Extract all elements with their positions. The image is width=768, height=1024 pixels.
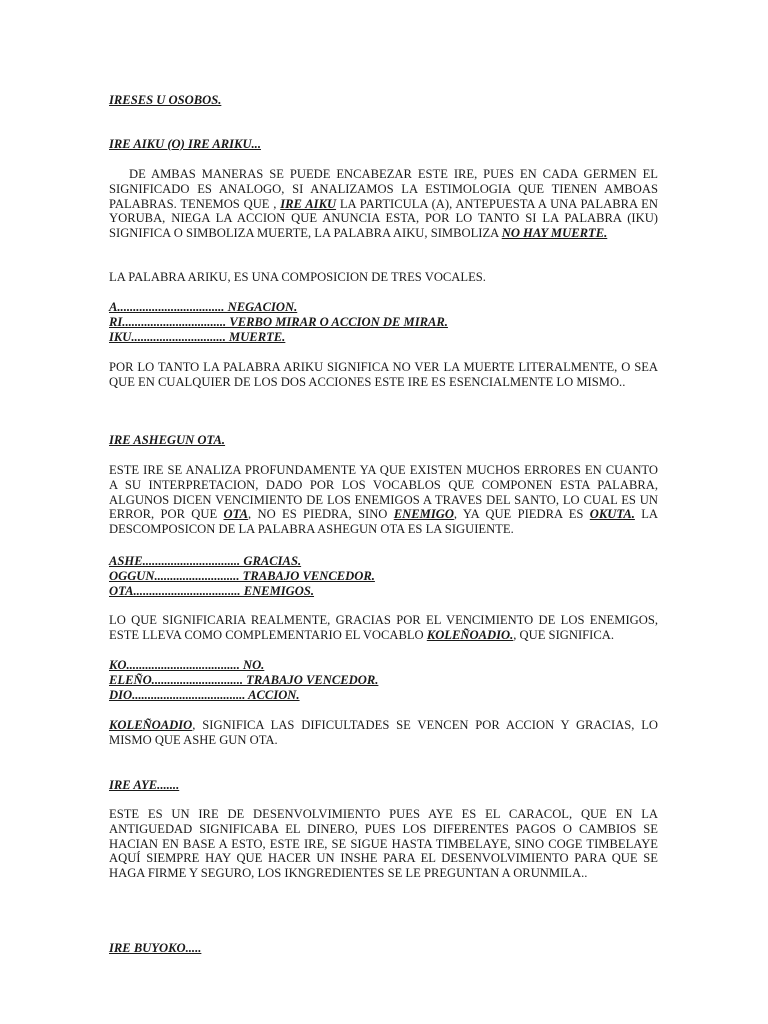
- definitions-kolenoadio: [109, 658, 658, 702]
- definition-a: A.................................. NEGACION.: [109, 300, 298, 314]
- definition-iku: IKU.............................. MUERTE.: [109, 329, 286, 344]
- heading-ire-ashegun-ota: IRE ASHEGUN OTA.: [109, 433, 226, 447]
- heading-ire-aiku: IRE AIKU (O) IRE ARIKU...: [109, 137, 261, 151]
- term-kolenoadio: KOLEÑOADIO: [109, 718, 193, 732]
- paragraph-text: , NO ES PIEDRA, SINO: [248, 507, 394, 522]
- paragraph-text: DE AMBAS MANERAS SE PUEDE ENCABEZAR ESTE IRE, PUES EN CADA GERMEN EL SIGNIFICADO ES ANALOGO, SI ANALIZAMOS LA ESTIMOLOGIA QUE TIENEN AMBOAS PALABRAS. TENEMOS QUE ,: [109, 167, 658, 211]
- paragraph-ariku: LA PALABRA ARIKU, ES UNA COMPOSICION DE TRES VOCALES.: [109, 270, 486, 284]
- paragraph-text: LA PARTICULA (A), ANTEPUESTA A UNA PALABRA EN YORUBA, NIEGA LA ACCION QUE ANUNCIA ESTA, POR LO TANTO SI LA PALABRA (IKU) SIGNIFICA O SIMBOLIZA MUERTE, LA PALABRA AIKU, SIMBOLIZA: [109, 196, 658, 241]
- heading-ire-buyoko: IRE BUYOKO.....: [109, 941, 202, 955]
- definition-eleno: ELEÑO............................. TRABAJO VENCEDOR.: [109, 672, 379, 687]
- term-no-hay-muerte: NO HAY MUERTE.: [501, 226, 608, 241]
- heading-ire-aye: IRE AYE.......: [109, 778, 180, 792]
- heading-ireses: IRESES U OSOBOS.: [109, 93, 222, 107]
- term-enemigo: ENEMIGO: [393, 507, 454, 522]
- definition-ashe: ASHE............................... GRACIAS.: [109, 554, 302, 568]
- paragraph-text: , SIGNIFICA LAS DIFICULTADES SE VENCEN POR ACCION Y GRACIAS, LO MISMO QUE ASHE GUN OTA.: [109, 718, 658, 747]
- paragraph-ashegun: [109, 463, 658, 537]
- term-kolenoadio: KOLEÑOADIO.: [426, 627, 514, 642]
- paragraph-aye: ESTE ES UN IRE DE DESENVOLVIMIENTO PUES AYE ES EL CARACOL, QUE EN LA ANTIGUEDAD SIGNIFICABA EL DINERO, PUES LOS DIFERENTES PAGOS O CAMBIOS SE HACIAN EN BASE A ESTO, ESTE IRE, SE SIGUE HASTA TIMBELAYE, SINO COGE TIMBELAYE AQUÍ SIEMPRE HAY QUE HACER UN INSHE PARA EL DESENVOLVIMIENTO PARA QUE SE HAGA FIRME Y SEGURO, LOS IKNGREDIENTES SE LE PREGUNTAN A ORUNMILA..: [109, 807, 658, 881]
- paragraph-text: , YA QUE PIEDRA ES: [453, 507, 590, 522]
- term-okuta: OKUTA.: [589, 507, 635, 522]
- term-ota: OTA: [223, 507, 249, 522]
- paragraph-text: LO QUE SIGNIFICARIA REALMENTE, GRACIAS POR EL VENCIMIENTO DE LOS ENEMIGOS, ESTE LLEVA COMO COMPLEMENTARIO EL VOCABLO: [109, 613, 658, 642]
- definition-ko: KO.................................... NO.: [109, 658, 265, 672]
- paragraph-text: LA DESCOMPOSICON DE LA PALABRA ASHEGUN OTA ES LA SIGUIENTE.: [109, 507, 658, 537]
- definition-dio: DIO.................................... ACCION.: [109, 687, 300, 702]
- paragraph-kolenoadio-meaning: [109, 718, 658, 748]
- paragraph-aiku: [109, 167, 658, 241]
- paragraph-ariku-meaning: POR LO TANTO LA PALABRA ARIKU SIGNIFICA NO VER LA MUERTE LITERALMENTE, O SEA QUE EN CUALQUIER DE LOS DOS ACCIONES ESTE IRE ES ESENCIALMENTE LO MISMO..: [109, 360, 658, 389]
- definition-ri: RI................................. VERBO MIRAR O ACCION DE MIRAR.: [109, 314, 448, 329]
- paragraph-kolenoadio: [109, 613, 658, 643]
- definitions-ariku: [109, 300, 658, 344]
- paragraph-text: ESTE IRE SE ANALIZA PROFUNDAMENTE YA QUE EXISTEN MUCHOS ERRORES EN CUANTO A SU INTERPRETACION, DADO POR LOS VOCABLOS QUE COMPONEN ESTA PALABRA, ALGUNOS DICEN VENCIMIENTO DE LOS ENEMIGOS A TRAVES DEL SANTO, LO CUAL ES UN ERROR, POR QUE: [109, 463, 658, 522]
- definition-ota: OTA.................................. ENEMIGOS.: [109, 583, 315, 598]
- paragraph-text: , QUE SIGNIFICA.: [513, 627, 614, 642]
- definition-oggun: OGGUN........................... TRABAJO VENCEDOR.: [109, 568, 375, 583]
- term-ire-aiku: IRE AIKU: [280, 196, 337, 211]
- definitions-ashegun: [109, 554, 658, 598]
